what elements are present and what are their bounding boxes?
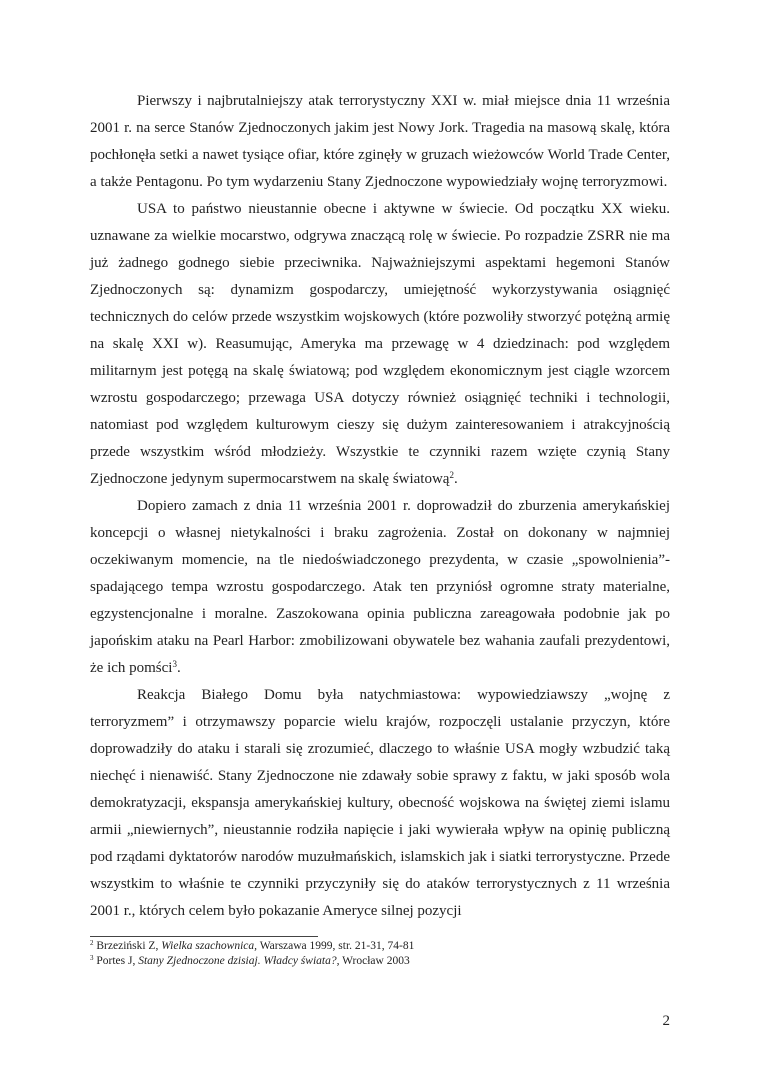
footnote-author: Portes J, [96, 954, 136, 967]
footnote-number: 2 [90, 939, 94, 947]
paragraph-1-text: Pierwszy i najbrutalniejszy atak terrorystyczny XXI w. miał miejsce dnia 11 września 2001 r. na serce Stanów Zjednoczonych jakim jest Nowy Jork. Tragedia na masową skalę, która pochłonęła setki a nawet tysiące ofiar, które zginęły w gruzach wieżowców World Trade Center, a także Pentagonu. Po tym wydarzeniu Stany Zjednoczone wypowiedziały wojnę terroryzmowi. [90, 93, 670, 190]
paragraph-3-text: Dopiero zamach z dnia 11 września 2001 r. doprowadził do zburzenia amerykańskiej koncepcji o własnej nietykalności i braku zagrożenia. Został on dokonany w najmniej oczekiwanym momencie, na tle niedoświadczonego prezydenta, w czasie „spowolnienia”- spadającego tempa wzrostu gospodarczego. Atak ten przyniósł ogromne straty materialne, egzystencjonalne i moralne. Zaszokowana opinia publiczna zareagowała podobnie jak po japońskim ataku na Pearl Harbor: zmobilizowani obywatele bez wahania zaufali prezydentowi, że ich pomści [90, 498, 670, 676]
paragraph-4-text: Reakcja Białego Domu była natychmiastowa: wypowiedziawszy „wojnę z terroryzmem” i otrzymawszy poparcie wielu krajów, rozpoczęli ustalanie przyczyn, które doprowadziły do ataku i starali się zrozumieć, dlaczego to właśnie USA mogły wzbudzić taką niechęć i nienawiść. Stany Zjednoczone nie zdawały sobie sprawy z faktu, w jaki sposób wola demokratyzacji, ekspansja amerykańskiej kultury, obecność wojskowa na świętej ziemi islamu armii „niewiernych”, nieustannie rodziła napięcie i jaki wywierała wpływ na opinię publiczną pod rządami dyktatorów narodów muzułmańskich, islamskich jak i siatki terrorystyczne. Przede wszystkim to właśnie te czynniki przyczyniły się do ataków terrorystycznych z 11 września 2001 r., których celem było pokazanie Ameryce silnej pozycji [90, 687, 670, 919]
body-text [90, 88, 670, 925]
footnote-title: Stany Zjednoczone dzisiaj. Władcy świata?, [138, 954, 340, 967]
paragraph-3 [90, 493, 670, 682]
paragraph-4 [90, 682, 670, 925]
paragraph-2-text: USA to państwo nieustannie obecne i aktywne w świecie. Od początku XX wieku. uznawane za wielkie mocarstwo, odgrywa znaczącą rolę w świecie. Po rozpadzie ZSRR nie ma już żadnego godnego siebie przeciwnika. Najważniejszymi aspektami hegemoni Stanów Zjednoczonych są: dynamizm gospodarczy, umiejętność wykorzystywania osiągnięć technicznych do celów przede wszystkim wojskowych (które pozwoliły stworzyć potężną armię na skalę XXI w). Reasumując, Ameryka ma przewagę w 4 dziedzinach: pod względem militarnym jest potęgą na skalę światową; pod względem ekonomicznym jest ciągle wzorcem wzrostu gospodarczego; przewaga USA dotyczy również osiągnięć techniki i technologii, natomiast pod względem kulturowym cieszy się dużym zainteresowaniem i atrakcyjnością przede wszystkim wśród młodzieży. Wszystkie te czynniki razem wzięte czynią Stany Zjednoczone jedynym supermocarstwem na skalę światową [90, 201, 670, 487]
footnote-details: Warszawa 1999, str. 21-31, 74-81 [259, 940, 415, 952]
footnote-details: Wrocław 2003 [342, 954, 410, 967]
footnotes [90, 939, 670, 968]
footnote-title: Wielka szachownica, [161, 940, 258, 952]
footnote-separator [90, 936, 318, 937]
footnote-reference[interactable]: 2 [449, 470, 454, 480]
footnote-item [90, 954, 670, 969]
paragraph-2 [90, 196, 670, 493]
paragraph-2-end: . [453, 471, 458, 487]
footnote-item [90, 939, 670, 954]
paragraph-3-end: . [176, 660, 181, 676]
footnote-number: 3 [90, 953, 94, 962]
footnote-author: Brzeziński Z, [96, 940, 159, 952]
page-number: 2 [662, 1013, 670, 1029]
paragraph-1 [90, 88, 670, 196]
footnote-reference[interactable]: 3 [172, 659, 177, 669]
